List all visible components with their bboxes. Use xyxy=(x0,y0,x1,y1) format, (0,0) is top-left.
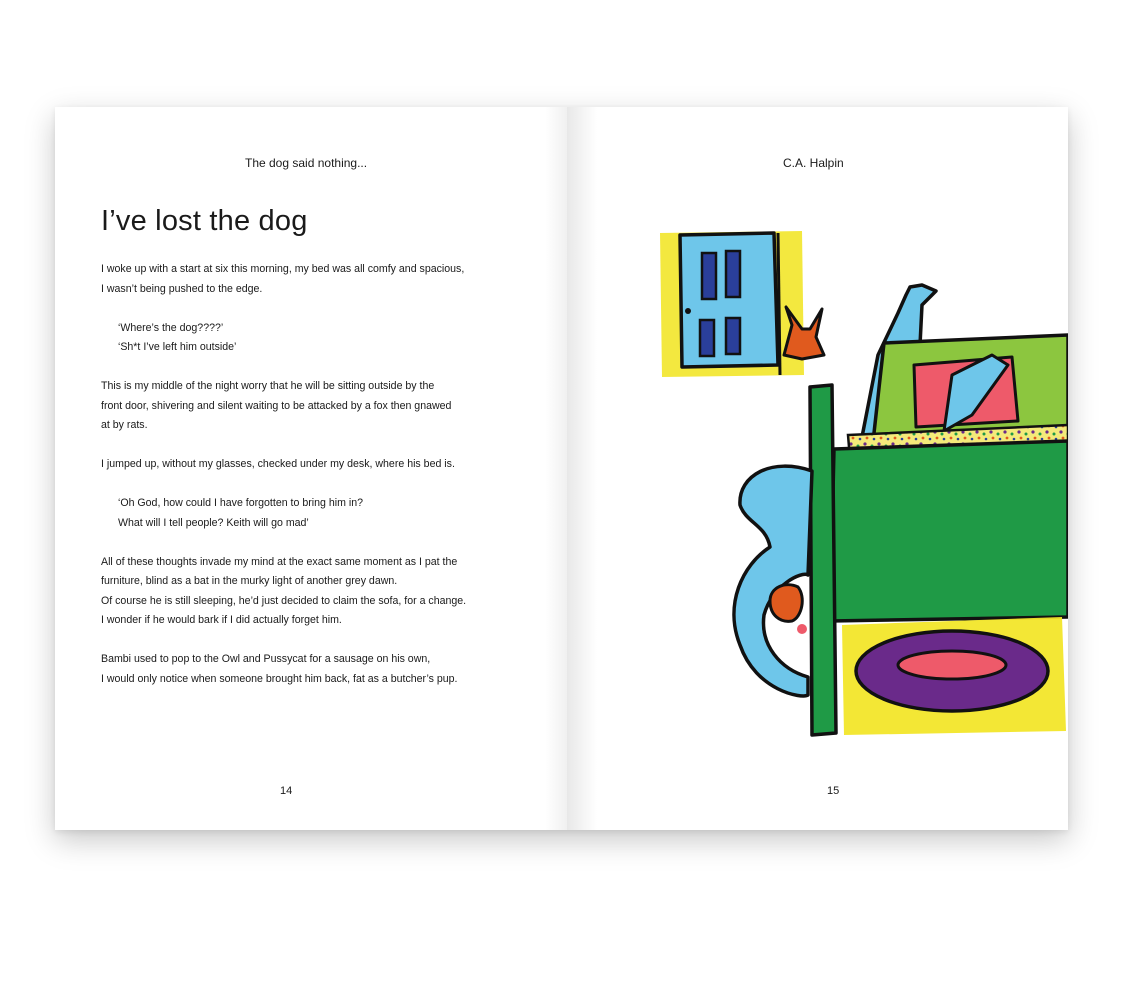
body-line: Bambi used to pop to the Owl and Pussycat for a sausage on his own, xyxy=(101,653,431,665)
door-panel xyxy=(660,231,804,377)
body-line: Of course he is still sleeping, he’d just decided to claim the sofa, for a change. xyxy=(101,594,467,607)
dog-bed-drawing xyxy=(842,617,1066,735)
gutter-shadow xyxy=(545,107,567,830)
running-head-author: C.A. Halpin xyxy=(783,156,844,170)
crayon-illustration xyxy=(652,225,1068,755)
body-line: I woke up with a start at six this morning, my bed was all comfy and spacious, xyxy=(101,263,465,275)
person-drawing xyxy=(734,466,812,696)
right-page xyxy=(567,107,1068,830)
chapter-body xyxy=(101,260,501,689)
body-line: I wasn’t being pushed to the edge. xyxy=(101,282,263,295)
page-number-right: 15 xyxy=(827,785,840,797)
body-line: front door, shivering and silent waiting to be attacked by a fox then gnawed xyxy=(101,399,452,412)
body-line: This is my middle of the night worry that he will be sitting outside by the xyxy=(101,380,435,392)
left-page xyxy=(55,107,567,830)
body-line: I would only notice when someone brought him back, fat as a butcher’s pup. xyxy=(101,672,458,685)
page-number-left: 14 xyxy=(280,785,293,797)
chapter-title: I’ve lost the dog xyxy=(101,205,308,237)
body-line: I wonder if he would bark if I did actually forget him. xyxy=(101,614,342,626)
body-line: furniture, blind as a bat in the murky light of another grey dawn. xyxy=(101,575,398,587)
body-line: at by rats. xyxy=(101,419,148,431)
book-spread xyxy=(55,107,1068,830)
quote-line: ‘Sh*t I’ve left him outside’ xyxy=(118,341,237,353)
quote-line: ‘Where’s the dog????’ xyxy=(118,321,224,334)
body-line: All of these thoughts invade my mind at the exact same moment as I pat the xyxy=(101,555,458,568)
quote-line: ‘Oh God, how could I have forgotten to bring him in? xyxy=(118,497,363,509)
gutter-shadow xyxy=(567,107,597,830)
body-line: I jumped up, without my glasses, checked under my desk, where his bed is. xyxy=(101,458,455,470)
running-head-title: The dog said nothing... xyxy=(245,156,368,170)
quote-line: What will I tell people? Keith will go mad’ xyxy=(118,516,309,529)
